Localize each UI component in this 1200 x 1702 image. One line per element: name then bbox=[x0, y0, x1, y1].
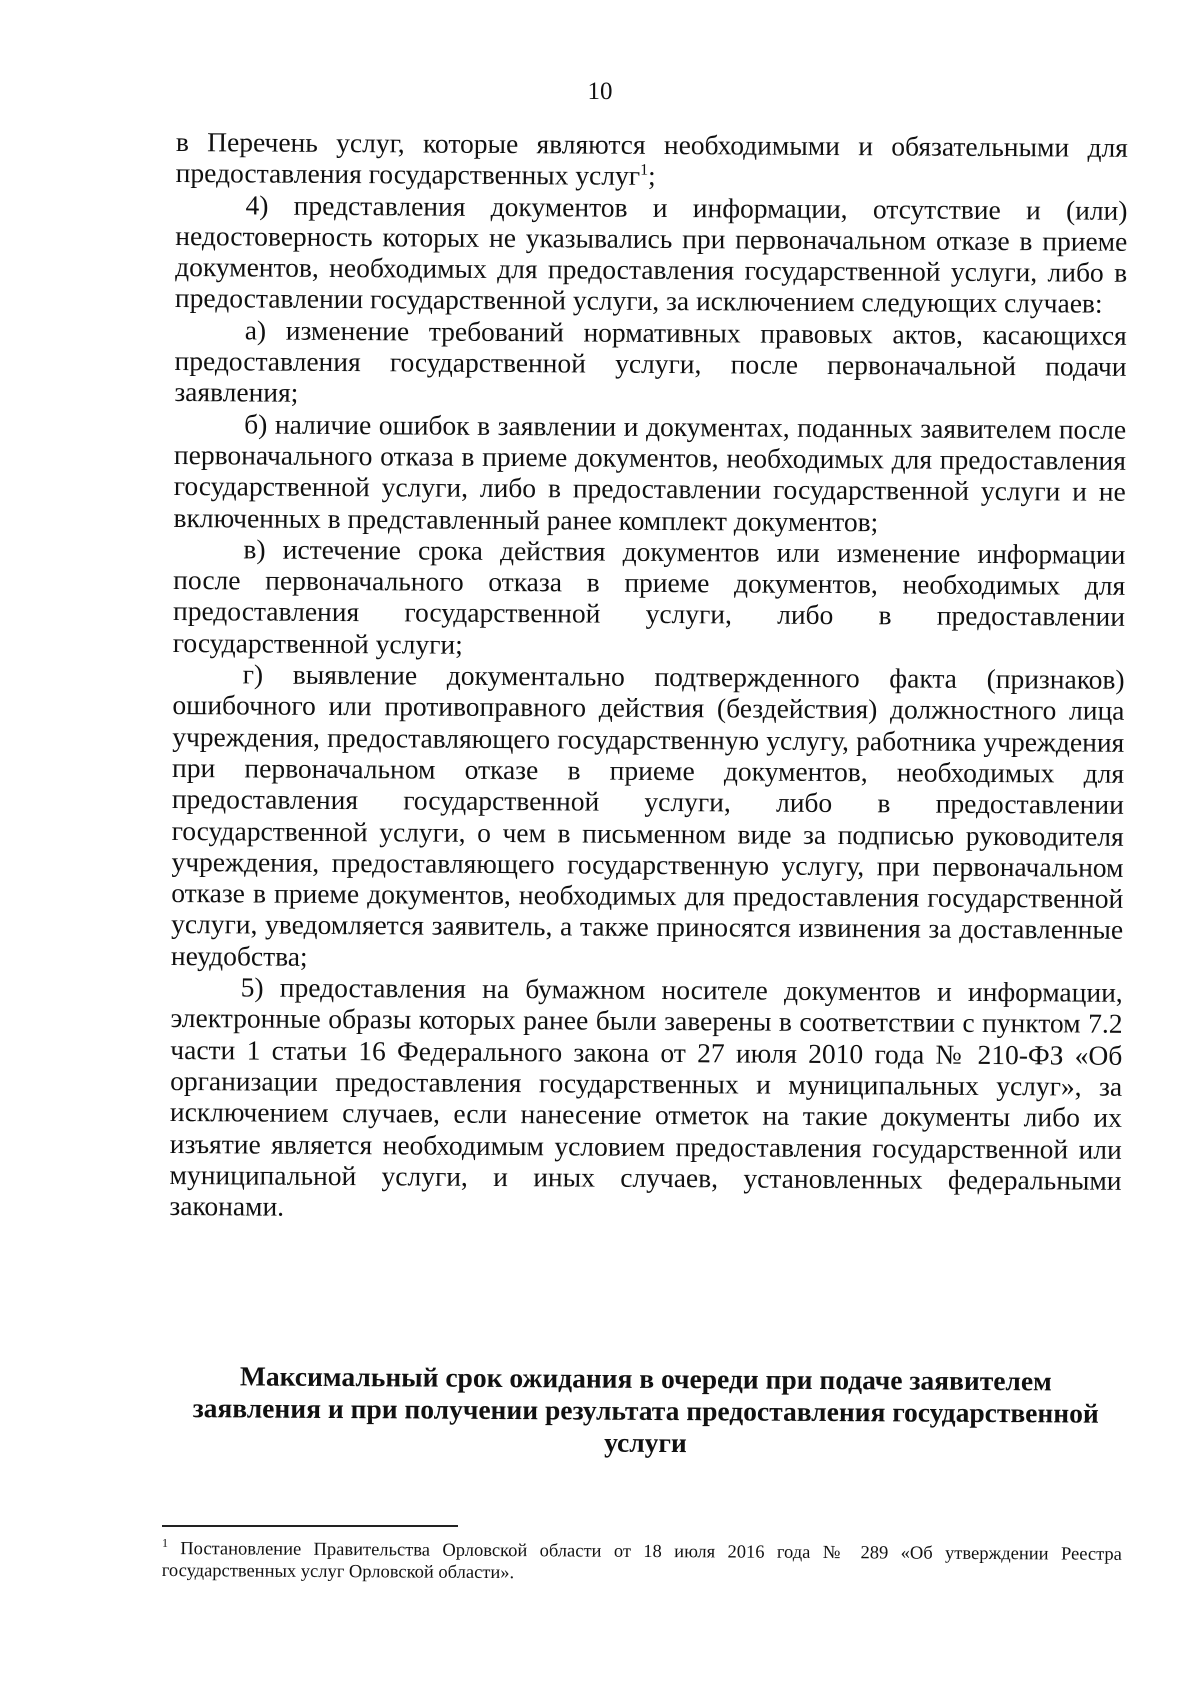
heading-line: Максимальный срок ожидания в очереди при подаче заявителем bbox=[239, 1360, 1052, 1397]
body-text bbox=[169, 126, 1128, 1227]
heading-line: заявления и при получении результата предоставления государственной bbox=[192, 1392, 1099, 1429]
section-heading bbox=[169, 1360, 1122, 1462]
heading-line: услуги bbox=[604, 1426, 687, 1459]
paragraph: в) истечение срока действия документов или изменение информации после первоначального отказа в приеме документов, необходимых для предоставления государственной услуги, либо в предоставлении государственной услуги; bbox=[172, 533, 1126, 660]
footnote bbox=[161, 1535, 1122, 1588]
paragraph-text: в Перечень услуг, которые являются необходимыми и обязательными для предоставления государственных услуг bbox=[175, 126, 1128, 192]
paragraph bbox=[176, 126, 1128, 194]
paragraph: 4) представления документов и информации, отсутствие и (или) недостоверность которых не указывались при первоначальном отказе в приеме документов, необходимых для предоставления государственной услуги, либо в предоставлении государственной услуги, за исключением следующих случаев: bbox=[174, 189, 1128, 320]
footnote-separator bbox=[162, 1525, 458, 1527]
paragraph-punctuation: ; bbox=[647, 160, 656, 192]
paragraph: 5) предоставления на бумажном носителе документов и информации, электронные образы которых ранее были заверены в соответствии с пунктом 7.2 части 1 статьи 16 Федерального закона от 27 июля 2010 года № 210-ФЗ «Об организации предоставления государственных и муниципальных услуг», за исключением случаев, если нанесение отметок на такие документы либо их изъятие является необходимым условием предоставления государственной или муниципальной услуги, и иных случаев, установленных федеральными законами. bbox=[169, 971, 1123, 1222]
page-number: 10 bbox=[587, 78, 613, 105]
paragraph: б) наличие ошибок в заявлении и документах, поданных заявителем после первоначального отказа в приеме документов, необходимых для предоставления государственной услуги, либо в предоставлении государственной услуги и не включенных в представленный ранее комплект документов; bbox=[173, 408, 1127, 537]
footnote-marker: 1 bbox=[161, 1535, 169, 1550]
footnote-reference: 1 bbox=[640, 161, 649, 180]
footnote-text: Постановление Правительства Орловской области от 18 июля 2016 года № 289 «Об утверждении Реестра государственных услуг Орловской области». bbox=[161, 1539, 1122, 1584]
paragraph: г) выявление документально подтвержденного факта (признаков) ошибочного или противоправного действия (бездействия) должностного лица учреждения, предоставляющего государственную услугу, работника учреждения при первоначальном отказе в приеме документов, необходимых для предоставления государственной услуги, либо в предоставлении государственной услуги, о чем в письменном виде за подписью руководителя учреждения, предоставляющего государственную услугу, при первоначальном отказе в приеме документов, необходимых для предоставления государственной услуги, уведомляется заявитель, а также приносятся извинения за доставленные неудобства; bbox=[170, 658, 1125, 972]
paragraph: а) изменение требований нормативных правовых актов, касающихся предоставления государственной услуги, после первоначальной подачи заявления; bbox=[174, 314, 1127, 409]
